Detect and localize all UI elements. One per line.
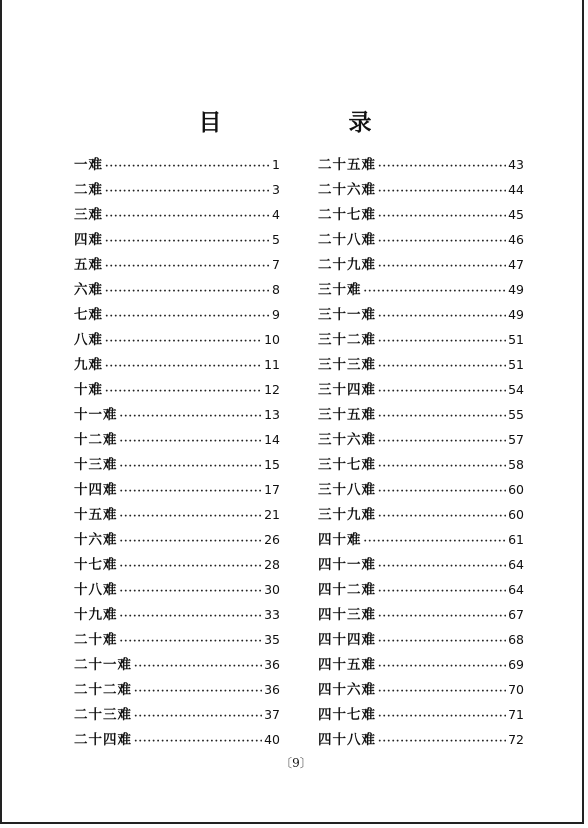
toc-entry-page: 14 bbox=[264, 432, 280, 447]
toc-entry-title: 二十五难 bbox=[318, 157, 376, 173]
dot-leader bbox=[105, 354, 262, 379]
toc-entry[interactable] bbox=[318, 377, 524, 402]
toc-entry-page: 36 bbox=[264, 682, 280, 697]
toc-entry[interactable] bbox=[74, 352, 280, 377]
toc-entry-page: 7 bbox=[272, 257, 280, 272]
toc-entry[interactable] bbox=[318, 327, 524, 352]
dot-leader bbox=[105, 304, 270, 329]
toc-entry[interactable] bbox=[74, 702, 280, 727]
toc-entry[interactable] bbox=[318, 477, 524, 502]
toc-entry-title: 三十六难 bbox=[318, 432, 376, 448]
dot-leader bbox=[105, 279, 270, 304]
toc-entry-page: 61 bbox=[508, 532, 524, 547]
toc-entry-title: 四十七难 bbox=[318, 707, 376, 723]
toc-entry-title: 七难 bbox=[74, 307, 103, 323]
dot-leader bbox=[378, 454, 506, 479]
dot-leader bbox=[378, 579, 506, 604]
toc-entry-title: 二十八难 bbox=[318, 232, 376, 248]
toc-entry[interactable] bbox=[318, 202, 524, 227]
toc-entry-page: 46 bbox=[508, 232, 524, 247]
toc-entry[interactable] bbox=[74, 502, 280, 527]
toc-entry-title: 三十四难 bbox=[318, 382, 376, 398]
dot-leader bbox=[105, 229, 270, 254]
toc-entry-title: 四十五难 bbox=[318, 657, 376, 673]
toc-entry-page: 47 bbox=[508, 257, 524, 272]
toc-entry-title: 十九难 bbox=[74, 607, 118, 623]
toc-entry-title: 十八难 bbox=[74, 582, 118, 598]
dot-leader bbox=[105, 154, 270, 179]
toc-entry-page: 36 bbox=[264, 657, 280, 672]
toc-entry-page: 15 bbox=[264, 457, 280, 472]
page-number: 〔9〕 bbox=[280, 756, 312, 770]
toc-entry-page: 49 bbox=[508, 282, 524, 297]
toc-entry-page: 64 bbox=[508, 557, 524, 572]
toc-entry-page: 70 bbox=[508, 682, 524, 697]
toc-entry-title: 四十八难 bbox=[318, 732, 376, 748]
toc-entry-page: 33 bbox=[264, 607, 280, 622]
toc-entry[interactable] bbox=[74, 177, 280, 202]
toc-entry-title: 四十难 bbox=[318, 532, 362, 548]
toc-entry-page: 5 bbox=[272, 232, 280, 247]
dot-leader bbox=[120, 479, 263, 504]
toc-entry-title: 十六难 bbox=[74, 532, 118, 548]
toc-entry-page: 10 bbox=[264, 332, 280, 347]
toc-entry-title: 二十七难 bbox=[318, 207, 376, 223]
toc-entry[interactable] bbox=[74, 552, 280, 577]
dot-leader bbox=[378, 254, 506, 279]
toc-entry-title: 三十难 bbox=[318, 282, 362, 298]
toc-entry-title: 八难 bbox=[74, 332, 103, 348]
toc-entry[interactable] bbox=[74, 527, 280, 552]
toc-entry[interactable] bbox=[318, 502, 524, 527]
dot-leader bbox=[134, 654, 262, 679]
dot-leader bbox=[364, 529, 507, 554]
toc-entry-page: 71 bbox=[508, 707, 524, 722]
toc-entry-title: 三十七难 bbox=[318, 457, 376, 473]
dot-leader bbox=[120, 404, 263, 429]
toc-entry-title: 三十八难 bbox=[318, 482, 376, 498]
toc-entry[interactable] bbox=[74, 577, 280, 602]
toc-entry[interactable] bbox=[318, 627, 524, 652]
toc-entry[interactable] bbox=[318, 702, 524, 727]
dot-leader bbox=[378, 554, 506, 579]
toc-entry-page: 8 bbox=[272, 282, 280, 297]
toc-entry[interactable] bbox=[318, 577, 524, 602]
dot-leader bbox=[105, 379, 262, 404]
toc-entry[interactable] bbox=[74, 152, 280, 177]
toc-entry-title: 十七难 bbox=[74, 557, 118, 573]
toc-entry-title: 九难 bbox=[74, 357, 103, 373]
toc-entry-page: 21 bbox=[264, 507, 280, 522]
toc-entry-page: 60 bbox=[508, 482, 524, 497]
toc-entry-title: 十三难 bbox=[74, 457, 118, 473]
toc-entry[interactable] bbox=[74, 652, 280, 677]
toc-entry-title: 二十九难 bbox=[318, 257, 376, 273]
toc-entry-page: 11 bbox=[264, 357, 280, 372]
toc-entry-page: 51 bbox=[508, 332, 524, 347]
dot-leader bbox=[378, 229, 506, 254]
toc-entry-title: 三难 bbox=[74, 207, 103, 223]
toc-entry[interactable] bbox=[318, 652, 524, 677]
toc-entry-page: 9 bbox=[272, 307, 280, 322]
toc-entry-page: 60 bbox=[508, 507, 524, 522]
dot-leader bbox=[378, 354, 506, 379]
toc-entry[interactable] bbox=[74, 452, 280, 477]
dot-leader bbox=[378, 604, 506, 629]
dot-leader bbox=[120, 529, 263, 554]
toc-entry[interactable] bbox=[74, 727, 280, 752]
toc-entry-page: 26 bbox=[264, 532, 280, 547]
toc-entry-title: 二十二难 bbox=[74, 682, 132, 698]
toc-entry[interactable] bbox=[318, 402, 524, 427]
toc-entry[interactable] bbox=[74, 602, 280, 627]
toc-entry[interactable] bbox=[318, 677, 524, 702]
toc-entry[interactable] bbox=[318, 427, 524, 452]
toc-entry-title: 三十三难 bbox=[318, 357, 376, 373]
toc-entry[interactable] bbox=[74, 227, 280, 252]
toc-entry[interactable] bbox=[74, 677, 280, 702]
toc-entry-page: 12 bbox=[264, 382, 280, 397]
dot-leader bbox=[120, 579, 263, 604]
toc-entry-page: 17 bbox=[264, 482, 280, 497]
dot-leader bbox=[378, 154, 506, 179]
dot-leader bbox=[378, 429, 506, 454]
dot-leader bbox=[364, 279, 507, 304]
toc-entry-page: 30 bbox=[264, 582, 280, 597]
toc-entry-page: 3 bbox=[272, 182, 280, 197]
toc-entry-title: 六难 bbox=[74, 282, 103, 298]
dot-leader bbox=[105, 254, 270, 279]
dot-leader bbox=[120, 429, 263, 454]
dot-leader bbox=[120, 604, 263, 629]
toc-entry-page: 67 bbox=[508, 607, 524, 622]
dot-leader bbox=[120, 554, 263, 579]
toc-entry-title: 十四难 bbox=[74, 482, 118, 498]
toc-entry-page: 40 bbox=[264, 732, 280, 747]
toc-entry[interactable] bbox=[318, 277, 524, 302]
toc-entry[interactable] bbox=[318, 252, 524, 277]
toc-entry-page: 58 bbox=[508, 457, 524, 472]
toc-entry-title: 三十九难 bbox=[318, 507, 376, 523]
toc-entry-title: 四十三难 bbox=[318, 607, 376, 623]
toc-entry-title: 四十四难 bbox=[318, 632, 376, 648]
toc-entry-page: 1 bbox=[272, 157, 280, 172]
dot-leader bbox=[134, 679, 262, 704]
dot-leader bbox=[378, 204, 506, 229]
toc-entry[interactable] bbox=[318, 602, 524, 627]
toc-entry[interactable] bbox=[74, 427, 280, 452]
toc-entry[interactable] bbox=[74, 327, 280, 352]
toc-entry-page: 55 bbox=[508, 407, 524, 422]
dot-leader bbox=[378, 504, 506, 529]
toc-entry-page: 57 bbox=[508, 432, 524, 447]
toc-entry-title: 三十五难 bbox=[318, 407, 376, 423]
toc-entry-page: 45 bbox=[508, 207, 524, 222]
toc-entry[interactable] bbox=[74, 277, 280, 302]
dot-leader bbox=[378, 379, 506, 404]
toc-entry[interactable] bbox=[318, 227, 524, 252]
toc-entry-title: 三十二难 bbox=[318, 332, 376, 348]
toc-entry-title: 三十一难 bbox=[318, 307, 376, 323]
dot-leader bbox=[378, 729, 506, 754]
toc-entry[interactable] bbox=[318, 452, 524, 477]
dot-leader bbox=[378, 629, 506, 654]
dot-leader bbox=[120, 629, 263, 654]
toc-entry[interactable] bbox=[318, 302, 524, 327]
toc-entry-page: 69 bbox=[508, 657, 524, 672]
toc-entry[interactable] bbox=[74, 402, 280, 427]
toc-entry-page: 28 bbox=[264, 557, 280, 572]
dot-leader bbox=[134, 729, 262, 754]
toc-entry[interactable] bbox=[318, 552, 524, 577]
dot-leader bbox=[378, 654, 506, 679]
dot-leader bbox=[378, 679, 506, 704]
toc-entry-title: 四十六难 bbox=[318, 682, 376, 698]
dot-leader bbox=[378, 704, 506, 729]
toc-entry-title: 二十六难 bbox=[318, 182, 376, 198]
toc-entry-page: 68 bbox=[508, 632, 524, 647]
toc-entry-page: 64 bbox=[508, 582, 524, 597]
toc-entry[interactable] bbox=[74, 302, 280, 327]
toc-entry-title: 四十一难 bbox=[318, 557, 376, 573]
toc-entry[interactable] bbox=[318, 152, 524, 177]
toc-entry-page: 35 bbox=[264, 632, 280, 647]
toc-entry-title: 一难 bbox=[74, 157, 103, 173]
toc-entry-title: 四难 bbox=[74, 232, 103, 248]
toc-entry-page: 72 bbox=[508, 732, 524, 747]
toc-entry[interactable] bbox=[318, 527, 524, 552]
toc-entry-page: 54 bbox=[508, 382, 524, 397]
toc-entry-title: 二十难 bbox=[74, 632, 118, 648]
toc-right-column bbox=[318, 152, 524, 752]
toc-entry[interactable] bbox=[318, 727, 524, 752]
toc-entry-title: 二十四难 bbox=[74, 732, 132, 748]
toc-entry-title: 十一难 bbox=[74, 407, 118, 423]
dot-leader bbox=[378, 329, 506, 354]
dot-leader bbox=[378, 404, 506, 429]
toc-entry-title: 四十二难 bbox=[318, 582, 376, 598]
toc-entry-page: 49 bbox=[508, 307, 524, 322]
toc-entry[interactable] bbox=[318, 352, 524, 377]
toc-entry[interactable] bbox=[74, 477, 280, 502]
dot-leader bbox=[120, 504, 263, 529]
toc-entry-title: 十难 bbox=[74, 382, 103, 398]
dot-leader bbox=[378, 304, 506, 329]
toc-left-column bbox=[74, 152, 280, 752]
dot-leader bbox=[378, 479, 506, 504]
toc-entry[interactable] bbox=[74, 627, 280, 652]
toc-entry[interactable] bbox=[318, 177, 524, 202]
dot-leader bbox=[378, 179, 506, 204]
toc-entry-page: 51 bbox=[508, 357, 524, 372]
toc-entry-title: 十二难 bbox=[74, 432, 118, 448]
dot-leader bbox=[105, 179, 270, 204]
toc-entry-page: 13 bbox=[264, 407, 280, 422]
toc-entry-title: 二十三难 bbox=[74, 707, 132, 723]
toc-entry[interactable] bbox=[74, 377, 280, 402]
dot-leader bbox=[105, 204, 270, 229]
dot-leader bbox=[105, 329, 262, 354]
toc-entry-page: 37 bbox=[264, 707, 280, 722]
toc-entry-title: 十五难 bbox=[74, 507, 118, 523]
toc-entry[interactable] bbox=[74, 202, 280, 227]
toc-entry-page: 4 bbox=[272, 207, 280, 222]
dot-leader bbox=[120, 454, 263, 479]
dot-leader bbox=[134, 704, 262, 729]
toc-entry[interactable] bbox=[74, 252, 280, 277]
page-title: 目 录 bbox=[198, 109, 424, 136]
toc-entry-page: 44 bbox=[508, 182, 524, 197]
toc-entry-page: 43 bbox=[508, 157, 524, 172]
toc-entry-title: 二难 bbox=[74, 182, 103, 198]
toc-entry-title: 二十一难 bbox=[74, 657, 132, 673]
toc-entry-title: 五难 bbox=[74, 257, 103, 273]
